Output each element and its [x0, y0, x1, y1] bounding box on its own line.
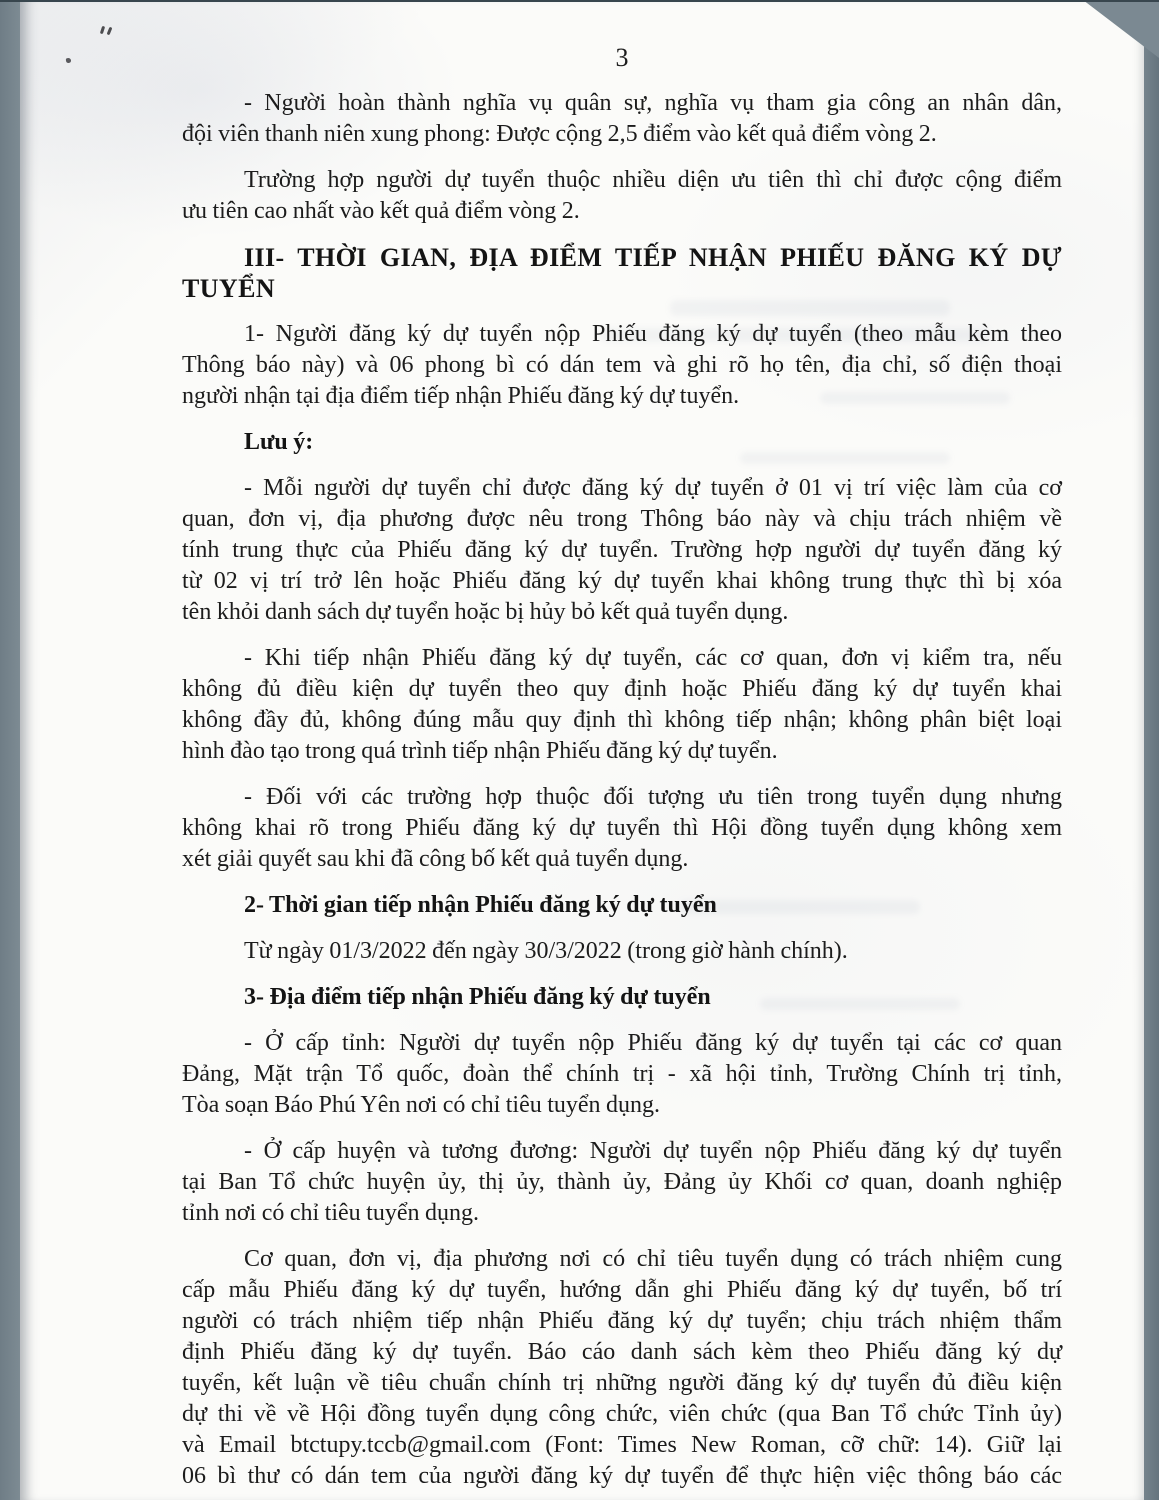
text-line: người có trách nhiệm tiếp nhận Phiếu đăng ký dự tuyển; chịu trách nhiệm thẩm	[182, 1308, 1062, 1334]
text-line: người nhận tại địa điểm tiếp nhận Phiếu đăng ký dự tuyển.	[182, 383, 740, 409]
text-line: tính trung thực của Phiếu đăng ký dự tuyển. Trường hợp người dự tuyển đăng ký	[182, 537, 1062, 563]
text-line: tỉnh nơi có chỉ tiêu tuyển dụng.	[182, 1200, 479, 1226]
text-line: xét giải quyết sau khi đã công bố kết quả tuyển dụng.	[182, 846, 689, 872]
document-page	[182, 0, 1062, 1492]
document-content	[182, 88, 1062, 1492]
paragraph	[182, 473, 1062, 628]
text-line: 06 bì thư có dán tem của người đăng ký dự tuyển để thực hiện việc thông báo các	[182, 1463, 1062, 1489]
paragraph	[182, 1244, 1062, 1492]
section-heading	[182, 982, 1062, 1013]
text-line: tuyển, kết luận về tiêu chuẩn chính trị những người đăng ký dự tuyển đủ điều kiện	[182, 1370, 1062, 1396]
text-line: không đầy đủ, không đúng mẫu quy định thì không tiếp nhận; không phân biệt loại	[182, 707, 1062, 733]
scanner-edge-right	[1144, 0, 1159, 1500]
text-line: Lưu ý:	[244, 429, 314, 455]
paragraph	[182, 165, 1062, 227]
text-line: tên khỏi danh sách dự tuyển hoặc bị hủy bỏ kết quả tuyển dụng.	[182, 599, 789, 625]
text-line: không khai rõ trong Phiếu đăng ký dự tuyển thì Hội đồng tuyển dụng không xem	[182, 815, 1062, 841]
text-line: 2- Thời gian tiếp nhận Phiếu đăng ký dự tuyển	[244, 892, 717, 918]
text-line: Đảng, Mặt trận Tổ quốc, đoàn thể chính trị - xã hội tỉnh, Trường Chính trị tỉnh,	[182, 1061, 1062, 1087]
text-line: 1- Người đăng ký dự tuyển nộp Phiếu đăng ký dự tuyển (theo mẫu kèm theo	[244, 321, 1062, 347]
paragraph	[182, 319, 1062, 412]
paragraph	[182, 1028, 1062, 1121]
text-line: TUYỂN	[182, 274, 276, 303]
paragraph	[182, 782, 1062, 875]
text-line: 3- Địa điểm tiếp nhận Phiếu đăng ký dự tuyển	[244, 984, 711, 1010]
text-line: - Ở cấp huyện và tương đương: Người dự tuyển nộp Phiếu đăng ký dự tuyển	[244, 1138, 1062, 1164]
text-line: Tòa soạn Báo Phú Yên nơi có chỉ tiêu tuyển dụng.	[182, 1092, 661, 1118]
text-line: - Người hoàn thành nghĩa vụ quân sự, nghĩa vụ tham gia công an nhân dân,	[244, 90, 1062, 116]
scanner-edge-left	[0, 0, 20, 1500]
paragraph	[182, 936, 1062, 967]
text-line: - Ở cấp tỉnh: Người dự tuyển nộp Phiếu đăng ký dự tuyển tại các cơ quan	[244, 1030, 1062, 1056]
text-line: - Mỗi người dự tuyển chỉ được đăng ký dự tuyển ở 01 vị trí việc làm của cơ	[244, 475, 1062, 501]
text-line: - Khi tiếp nhận Phiếu đăng ký dự tuyển, các cơ quan, đơn vị kiểm tra, nếu	[244, 645, 1062, 671]
paragraph	[182, 1136, 1062, 1229]
text-line: cấp mẫu Phiếu đăng ký dự tuyển, hướng dẫn ghi Phiếu đăng ký dự tuyển, bố trí	[182, 1277, 1062, 1303]
text-line: Cơ quan, đơn vị, địa phương nơi có chỉ tiêu tuyển dụng có trách nhiệm cung	[244, 1246, 1062, 1272]
text-line: Từ ngày 01/3/2022 đến ngày 30/3/2022 (trong giờ hành chính).	[244, 938, 848, 964]
text-line: Thông báo này) và 06 phong bì có dán tem và ghi rõ họ tên, địa chỉ, số điện thoại	[182, 352, 1062, 378]
section-heading	[182, 242, 1062, 304]
text-line: đội viên thanh niên xung phong: Được cộng 2,5 điểm vào kết quả điểm vòng 2.	[182, 121, 937, 147]
text-line: dự thi về về Hội đồng tuyển dụng công chức, viên chức (qua Ban Tổ chức Tỉnh ủy)	[182, 1401, 1062, 1427]
text-line: ưu tiên cao nhất vào kết quả điểm vòng 2.	[182, 198, 580, 224]
text-line: từ 02 vị trí trở lên hoặc Phiếu đăng ký dự tuyển khai không trung thực thì bị xóa	[182, 568, 1062, 594]
text-line: hình đào tạo trong quá trình tiếp nhận Phiếu đăng ký dự tuyển.	[182, 738, 778, 764]
text-line: III- THỜI GIAN, ĐỊA ĐIỂM TIẾP NHẬN PHIẾU ĐĂNG KÝ DỰ	[244, 243, 1062, 272]
paragraph	[182, 88, 1062, 150]
text-line: - Đối với các trường hợp thuộc đối tượng ưu tiên trong tuyển dụng nhưng	[244, 784, 1062, 810]
text-line: tại Ban Tổ chức huyện ủy, thị ủy, thành ủy, Đảng ủy Khối cơ quan, doanh nghiệp	[182, 1169, 1062, 1195]
text-line: không đủ điều kiện dự tuyển theo quy định hoặc Phiếu đăng ký dự tuyển khai	[182, 676, 1062, 702]
text-line: định Phiếu đăng ký dự tuyển. Báo cáo danh sách kèm theo Phiếu đăng ký dự	[182, 1339, 1062, 1365]
text-line: và Email btctupy.tccb@gmail.com (Font: Times New Roman, cỡ chữ: 14). Giữ lại	[182, 1432, 1062, 1458]
paragraph	[182, 643, 1062, 767]
section-heading	[182, 890, 1062, 921]
page-number: 3	[615, 43, 629, 72]
text-line: quan, đơn vị, địa phương được nêu trong Thông báo này và chịu trách nhiệm về	[182, 506, 1062, 532]
text-line: Trường hợp người dự tuyển thuộc nhiều diện ưu tiên thì chỉ được cộng điểm	[244, 167, 1062, 193]
section-heading	[182, 427, 1062, 458]
